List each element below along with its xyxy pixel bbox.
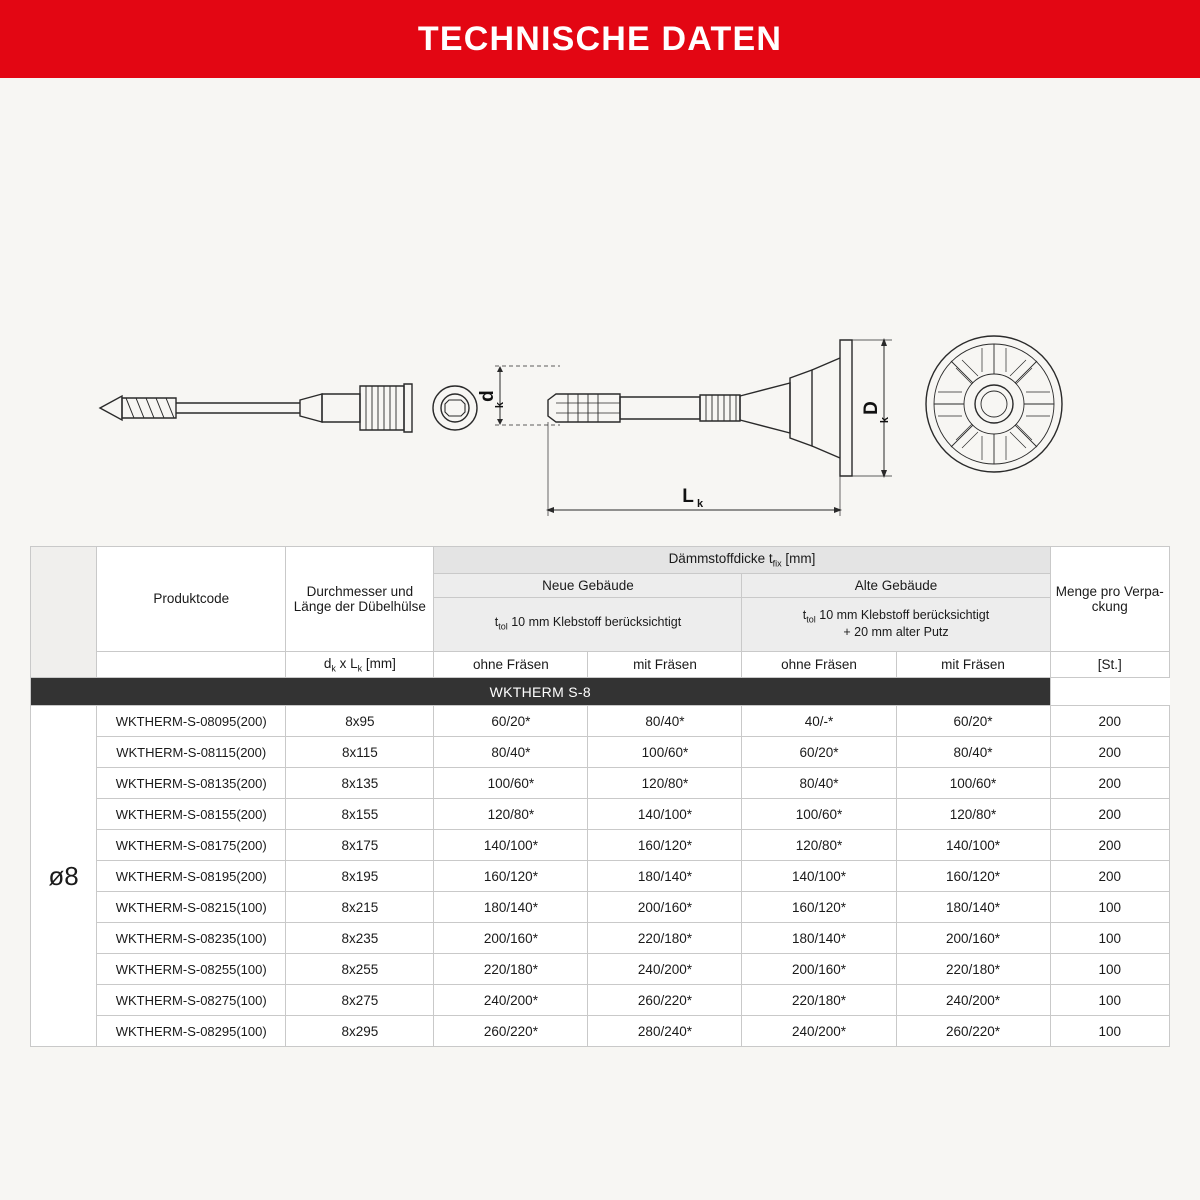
cell-dimension: 8x155 [286,799,434,830]
cell-neue-mit: 100/60* [588,737,742,768]
cell-neue-mit: 80/40* [588,706,742,737]
cell-neue-ohne: 160/120* [434,861,588,892]
group-band-row [31,678,1170,706]
table-row [31,737,1170,768]
header-menge: Menge pro Verpa-ckung [1050,547,1169,652]
header-neue-gebaeude: Neue Gebäude [434,573,742,597]
cell-produktcode: WKTHERM-S-08215(100) [97,892,286,923]
technical-data-table [30,546,1170,1047]
header-unit-st: [St.] [1050,651,1169,678]
cell-produktcode: WKTHERM-S-08115(200) [97,737,286,768]
header-ohne-fraesen-neue: ohne Fräsen [434,651,588,678]
header-ohne-fraesen-alte: ohne Fräsen [742,651,896,678]
cell-neue-ohne: 100/60* [434,768,588,799]
cell-menge: 200 [1050,830,1169,861]
cell-menge: 100 [1050,954,1169,985]
cell-neue-ohne: 240/200* [434,985,588,1016]
cell-dimension: 8x95 [286,706,434,737]
cell-neue-ohne: 260/220* [434,1016,588,1047]
cell-menge: 100 [1050,985,1169,1016]
cell-alte-ohne: 100/60* [742,799,896,830]
cell-neue-ohne: 80/40* [434,737,588,768]
cell-dimension: 8x175 [286,830,434,861]
header-alte-gebaeude: Alte Gebäude [742,573,1050,597]
cell-neue-mit: 160/120* [588,830,742,861]
cell-dimension: 8x295 [286,1016,434,1047]
cell-menge: 100 [1050,892,1169,923]
cell-menge: 200 [1050,799,1169,830]
table-head [31,547,1170,678]
header-mit-fraesen-alte: mit Fräsen [896,651,1050,678]
cell-neue-mit: 140/100* [588,799,742,830]
cell-alte-ohne: 200/160* [742,954,896,985]
table-row [31,1016,1170,1047]
cell-neue-ohne: 120/80* [434,799,588,830]
table-body [31,678,1170,1047]
cell-produktcode: WKTHERM-S-08235(100) [97,923,286,954]
label-Lk-sub: k [696,498,704,510]
header-mit-fraesen-neue: mit Fräsen [588,651,742,678]
table-row [31,830,1170,861]
header-produktcode: Produktcode [97,547,286,652]
cell-neue-ohne: 180/140* [434,892,588,923]
cell-produktcode: WKTHERM-S-08155(200) [97,799,286,830]
cell-produktcode: WKTHERM-S-08135(200) [97,768,286,799]
group-band-label: WKTHERM S-8 [31,678,1051,706]
cell-produktcode: WKTHERM-S-08195(200) [97,861,286,892]
cell-alte-mit: 60/20* [896,706,1050,737]
header-row-1 [31,547,1170,574]
cell-alte-ohne: 40/-* [742,706,896,737]
label-dk-sub: k [494,401,506,409]
cell-dimension: 8x115 [286,737,434,768]
cell-menge: 100 [1050,1016,1169,1047]
cell-menge: 200 [1050,706,1169,737]
cell-neue-mit: 240/200* [588,954,742,985]
technical-drawing [0,78,1200,538]
table-row [31,923,1170,954]
cell-alte-ohne: 180/140* [742,923,896,954]
header-durchmesser: Durchmesser und Länge der Dübelhülse [286,547,434,652]
cell-alte-mit: 260/220* [896,1016,1050,1047]
cell-produktcode: WKTHERM-S-08175(200) [97,830,286,861]
cell-alte-mit: 180/140* [896,892,1050,923]
cell-neue-mit: 120/80* [588,768,742,799]
cell-produktcode: WKTHERM-S-08295(100) [97,1016,286,1047]
cell-menge: 200 [1050,861,1169,892]
header-row-4 [31,651,1170,678]
table-row [31,706,1170,737]
cell-dimension: 8x195 [286,861,434,892]
cell-produktcode: WKTHERM-S-08095(200) [97,706,286,737]
cell-neue-ohne: 140/100* [434,830,588,861]
cell-dimension: 8x255 [286,954,434,985]
cell-alte-ohne: 160/120* [742,892,896,923]
cell-neue-ohne: 60/20* [434,706,588,737]
label-Lk: L [682,486,694,507]
cell-alte-ohne: 240/200* [742,1016,896,1047]
cell-alte-mit: 120/80* [896,799,1050,830]
table-row [31,861,1170,892]
cell-dimension: 8x135 [286,768,434,799]
cell-alte-mit: 240/200* [896,985,1050,1016]
cell-alte-ohne: 80/40* [742,768,896,799]
cell-menge: 200 [1050,737,1169,768]
cell-neue-ohne: 220/180* [434,954,588,985]
label-Dk: D [861,401,882,415]
table-row [31,985,1170,1016]
cell-dimension: 8x235 [286,923,434,954]
cell-menge: 100 [1050,923,1169,954]
cell-alte-mit: 100/60* [896,768,1050,799]
cell-alte-ohne: 120/80* [742,830,896,861]
header-unit-produktcode [97,651,286,678]
cell-alte-mit: 220/180* [896,954,1050,985]
cell-neue-mit: 260/220* [588,985,742,1016]
header-neue-note: $t_{tol}$ 10 mm Klebstoff berücksichtigt [434,597,742,651]
table-row [31,954,1170,985]
cell-neue-ohne: 200/160* [434,923,588,954]
cell-neue-mit: 280/240* [588,1016,742,1047]
cell-alte-ohne: 60/20* [742,737,896,768]
technical-data-table-wrapper [30,546,1170,1047]
table-row [31,799,1170,830]
table-row [31,892,1170,923]
header-alte-note: $t_{tol}$ 10 mm Klebstoff berücksichtigt + 20 mm alter Putz [742,597,1050,651]
page-title: TECHNISCHE DATEN [417,19,783,58]
label-dk: d [477,390,498,402]
cell-alte-mit: 140/100* [896,830,1050,861]
table-row [31,768,1170,799]
cell-neue-mit: 220/180* [588,923,742,954]
cell-alte-mit: 160/120* [896,861,1050,892]
corner-empty [31,547,97,678]
cell-dimension: 8x275 [286,985,434,1016]
cell-alte-mit: 200/160* [896,923,1050,954]
drawing-svg [0,78,1200,538]
cell-neue-mit: 200/160* [588,892,742,923]
header-unit-dimension: $d_k$ x $L_k$ [mm] [286,651,434,678]
cell-alte-ohne: 220/180* [742,985,896,1016]
header-daemmstoffdicke: Dämmstoffdicke $t_{fix}$ [mm] [434,547,1050,574]
header-banner [0,0,1200,78]
cell-produktcode: WKTHERM-S-08255(100) [97,954,286,985]
cell-alte-mit: 80/40* [896,737,1050,768]
cell-alte-ohne: 140/100* [742,861,896,892]
label-Dk-sub: k [879,416,891,424]
cell-dimension: 8x215 [286,892,434,923]
cell-produktcode: WKTHERM-S-08275(100) [97,985,286,1016]
cell-neue-mit: 180/140* [588,861,742,892]
cell-menge: 200 [1050,768,1169,799]
diameter-label: ø8 [31,706,97,1047]
